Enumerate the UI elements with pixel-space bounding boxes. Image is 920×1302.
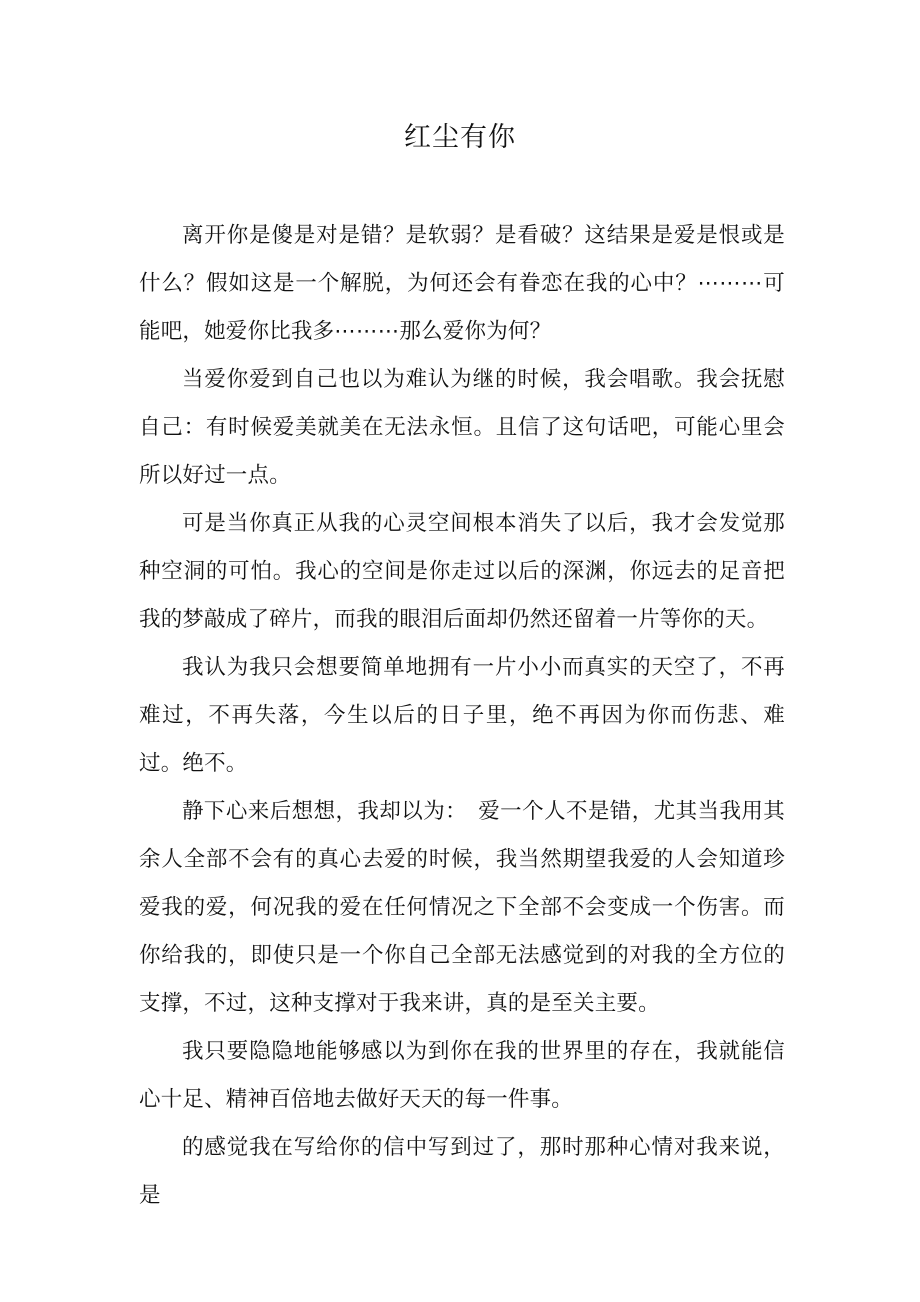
paragraph: 的感觉我在写给你的信中写到过了，那时那种心情对我来说，是 <box>139 1135 785 1208</box>
paragraph: 静下心来后想想，我却以为： 爱一个人不是错，尤其当我用其余人全部不会有的真心去爱的时候，我当然期望我爱的人会知道珍爱我的爱，何况我的爱在任何情况之下全部不会变成一个伤害。而你给我的，即使只是一个你自己全部无法感觉到的对我的全方位的支撑，不过，这种支撑对于我来讲，真的是至关主要。 <box>139 799 785 1016</box>
document-body <box>139 212 785 1220</box>
paragraph: 离开你是傻是对是错？是软弱？是看破？这结果是爱是恨或是什么？假如这是一个解脱，为何还会有眷恋在我的心中？⋯⋯⋯可能吧，她爱你比我多⋯⋯⋯那么爱你为何？ <box>139 223 785 344</box>
paragraph: 可是当你真正从我的心灵空间根本消失了以后，我才会发觉那种空洞的可怕。我心的空间是你走过以后的深渊，你远去的足音把我的梦敲成了碎片，而我的眼泪后面却仍然还留着一片等你的天。 <box>139 511 785 632</box>
paragraph: 当爱你爱到自己也以为难认为继的时候，我会唱歌。我会抚慰自己：有时候爱美就美在无法永恒。且信了这句话吧，可能心里会所以好过一点。 <box>139 367 785 488</box>
document-title: 红尘有你 <box>404 122 516 153</box>
paragraph: 我认为我只会想要简单地拥有一片小小而真实的天空了，不再难过，不再失落，今生以后的日子里，绝不再因为你而伤悲、难过。绝不。 <box>139 655 785 776</box>
paragraph: 我只要隐隐地能够感以为到你在我的世界里的存在，我就能信心十足、精神百倍地去做好天天的每一件事。 <box>139 1039 785 1112</box>
